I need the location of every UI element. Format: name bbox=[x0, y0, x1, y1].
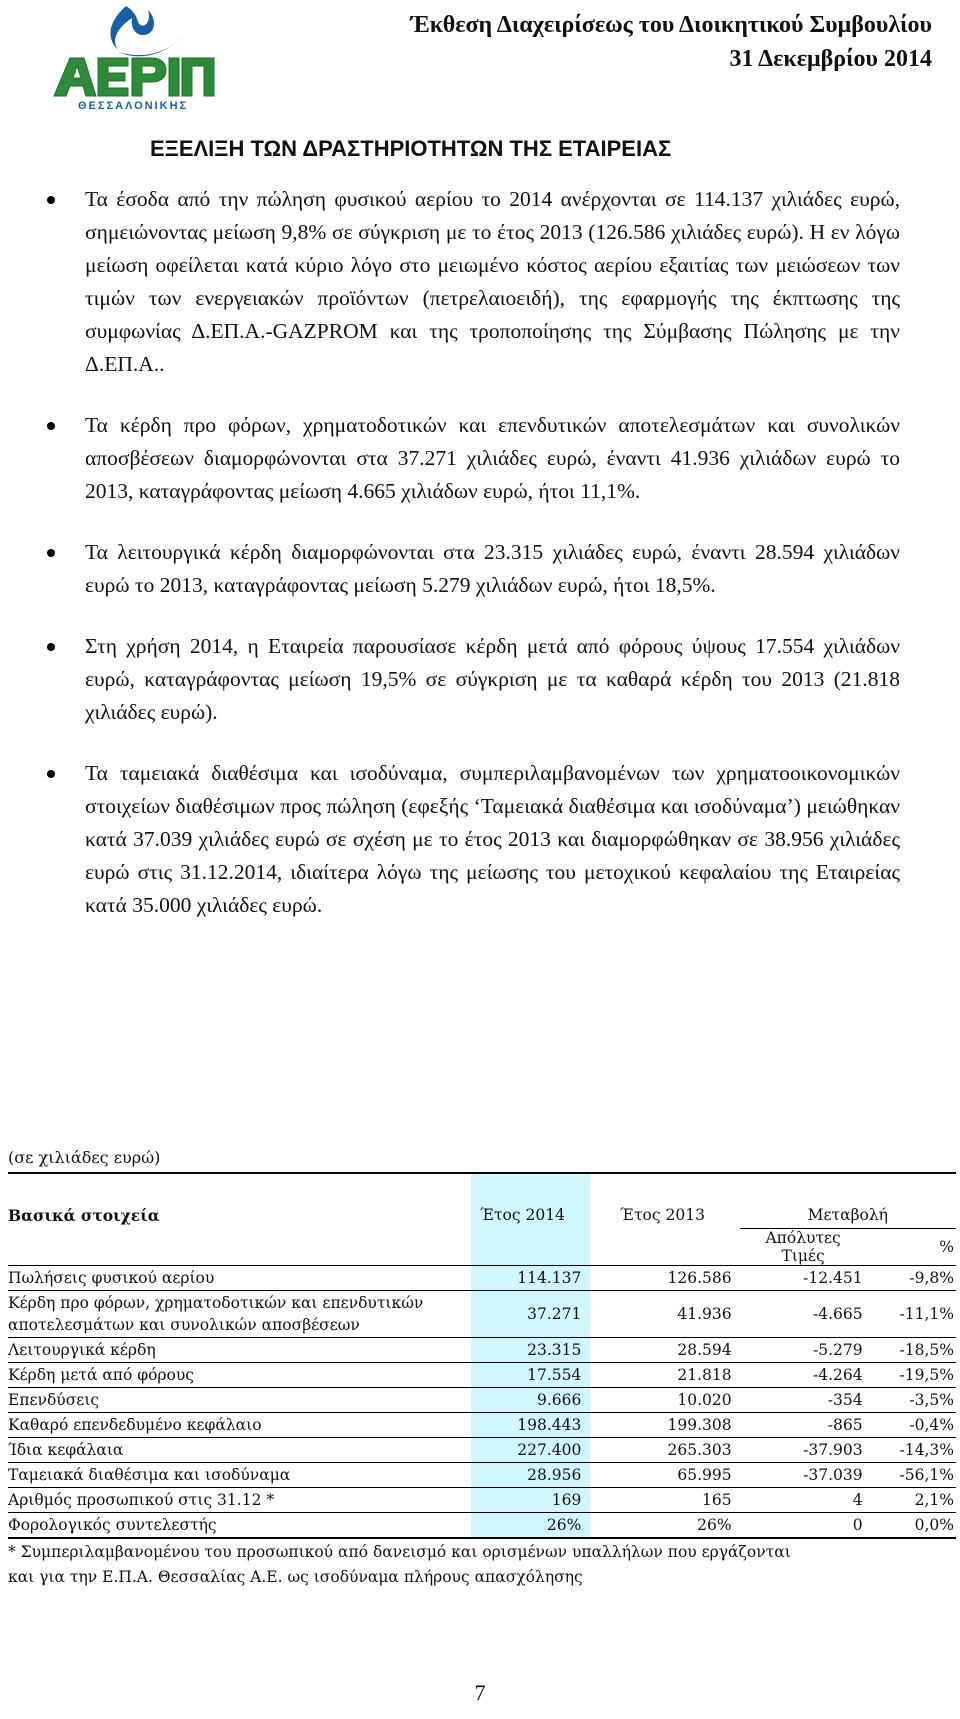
cell-pct: 0,0% bbox=[869, 1513, 956, 1539]
table-row bbox=[8, 1513, 956, 1539]
row-label: Λειτουργικά κέρδη bbox=[8, 1338, 460, 1363]
section-title: ΕΞΕΛΙΞΗ ΤΩΝ ΔΡΑΣΤΗΡΙΟΤΗΤΩΝ ΤΗΣ ΕΤΑΙΡΕΙΑΣ bbox=[150, 136, 672, 161]
table-row bbox=[8, 1488, 956, 1513]
cell-2013: 165 bbox=[589, 1488, 739, 1513]
table-top-rule bbox=[8, 1172, 956, 1174]
cell-2014: 26% bbox=[460, 1513, 590, 1539]
bullet-icon bbox=[47, 770, 55, 778]
header-absolute: Απόλυτες Τιμές bbox=[765, 1229, 841, 1265]
cell-abs: 4 bbox=[740, 1488, 869, 1513]
cell-abs: -354 bbox=[740, 1388, 869, 1413]
table-row bbox=[8, 1463, 956, 1488]
cell-pct: -11,1% bbox=[869, 1291, 956, 1338]
cell-2014: 9.666 bbox=[460, 1388, 590, 1413]
cell-abs: -4.665 bbox=[740, 1291, 869, 1338]
row-label: Επενδύσεις bbox=[8, 1388, 460, 1413]
company-logo bbox=[48, 4, 220, 116]
cell-2013: 41.936 bbox=[589, 1291, 739, 1338]
header-percent: % bbox=[939, 1238, 954, 1256]
header-year-2014: Έτος 2014 bbox=[480, 1206, 565, 1225]
cell-2013: 21.818 bbox=[589, 1363, 739, 1388]
cell-2013: 126.586 bbox=[589, 1266, 739, 1291]
row-label: Κέρδη προ φόρων, χρηματοδοτικών και επενδυτικών αποτελεσμάτων και συνολικών αποσβέσεων bbox=[8, 1291, 460, 1338]
bullet-icon bbox=[47, 643, 55, 651]
table-row bbox=[8, 1388, 956, 1413]
cell-2013: 65.995 bbox=[589, 1463, 739, 1488]
bullet-list bbox=[45, 183, 900, 950]
cell-pct: -19,5% bbox=[869, 1363, 956, 1388]
cell-2013: 199.308 bbox=[589, 1413, 739, 1438]
cell-abs: 0 bbox=[740, 1513, 869, 1539]
cell-pct: -18,5% bbox=[869, 1338, 956, 1363]
table-row bbox=[8, 1363, 956, 1388]
cell-2013: 265.303 bbox=[589, 1438, 739, 1463]
cell-2013: 28.594 bbox=[589, 1338, 739, 1363]
bullet-icon bbox=[47, 196, 55, 204]
table-row bbox=[8, 1413, 956, 1438]
row-label: Ταμειακά διαθέσιμα και ισοδύναμα bbox=[8, 1463, 460, 1488]
cell-abs: -4.264 bbox=[740, 1363, 869, 1388]
cell-2014: 28.956 bbox=[460, 1463, 590, 1488]
row-label: Φορολογικός συντελεστής bbox=[8, 1513, 460, 1539]
header-label: Βασικά στοιχεία bbox=[8, 1205, 160, 1225]
table-footnote bbox=[8, 1540, 791, 1590]
report-date: 31 Δεκεμβρίου 2014 bbox=[729, 46, 932, 72]
footnote-line: * Συμπεριλαμβανομένου του προσωπικού από δανεισμό και ορισμένων υπαλλήλων που εργάζονται bbox=[8, 1543, 791, 1561]
table-header-row bbox=[8, 1202, 956, 1229]
bullet-item bbox=[45, 757, 900, 922]
header-change: Μεταβολή bbox=[740, 1202, 956, 1229]
unit-note: (σε χιλιάδες ευρώ) bbox=[8, 1148, 161, 1167]
logo-subtitle: ΘΕΣΣΑΛΟΝΙΚΗΣ bbox=[78, 100, 189, 112]
bullet-text: Τα κέρδη προ φόρων, χρηματοδοτικών και επενδυτικών αποτελεσμάτων και συνολικών αποσβέσεων διαμορφώνονται στα 37.271 χιλιάδες ευρώ, έναντι 41.936 χιλιάδων ευρώ το 2013, καταγράφοντας μείωση 4.665 χιλιάδων ευρώ, ήτοι 11,1%. bbox=[85, 413, 900, 503]
cell-pct: -9,8% bbox=[869, 1266, 956, 1291]
cell-2014: 169 bbox=[460, 1488, 590, 1513]
table-row bbox=[8, 1438, 956, 1463]
cell-pct: -14,3% bbox=[869, 1438, 956, 1463]
bullet-text: Τα ταμειακά διαθέσιμα και ισοδύναμα, συμπεριλαμβανομένων των χρηματοοικονομικών στοιχείων διαθέσιμων προς πώληση (εφεξής ‘Ταμειακά διαθέσιμα και ισοδύναμα’) μειώθηκαν κατά 37.039 χιλιάδες ευρώ σε σχέση με το έτος 2013 και διαμορφώθηκαν σε 38.956 χιλιάδες ευρώ στις 31.12.2014, ιδιαίτερα λόγω της μείωσης του μετοχικού κεφαλαίου της Εταιρείας κατά 35.000 χιλιάδες ευρώ. bbox=[85, 761, 900, 917]
cell-abs: -12.451 bbox=[740, 1266, 869, 1291]
row-label: Πωλήσεις φυσικού αερίου bbox=[8, 1266, 460, 1291]
cell-pct: 2,1% bbox=[869, 1488, 956, 1513]
table-subheader-row bbox=[8, 1229, 956, 1266]
cell-abs: -5.279 bbox=[740, 1338, 869, 1363]
bullet-item bbox=[45, 409, 900, 508]
page-number: 7 bbox=[474, 1680, 486, 1705]
cell-2013: 10.020 bbox=[589, 1388, 739, 1413]
table-row bbox=[8, 1338, 956, 1363]
footnote-line: και για την Ε.Π.Α. Θεσσαλίας Α.Ε. ως ισοδύναμα πλήρους απασχόλησης bbox=[8, 1568, 583, 1586]
bullet-item bbox=[45, 630, 900, 729]
report-title: Έκθεση Διαχειρίσεως του Διοικητικού Συμβουλίου bbox=[410, 12, 932, 38]
report-header bbox=[411, 8, 932, 76]
table-row bbox=[8, 1291, 956, 1338]
cell-pct: -56,1% bbox=[869, 1463, 956, 1488]
row-label: Καθαρό επενδεδυμένο κεφάλαιο bbox=[8, 1413, 460, 1438]
bullet-item bbox=[45, 536, 900, 602]
cell-2014: 198.443 bbox=[460, 1413, 590, 1438]
cell-2013: 26% bbox=[589, 1513, 739, 1539]
row-label: Κέρδη μετά από φόρους bbox=[8, 1363, 460, 1388]
bullet-text: Τα έσοδα από την πώληση φυσικού αερίου το 2014 ανέρχονται σε 114.137 χιλιάδες ευρώ, σημειώνοντας μείωση 9,8% σε σύγκριση με το έτος 2013 (126.586 χιλιάδες ευρώ). Η εν λόγω μείωση οφείλεται κατά κύριο λόγο στο μειωμένο κόστος αερίου εξαιτίας των μειώσεων των τιμών των ενεργειακών προϊόντων (πετρελαιοειδή), της εφαρμογής της έκπτωσης της συμφωνίας Δ.ΕΠ.Α.-GAZPROM και της τροποποίησης της Σύμβασης Πώλησης με την Δ.ΕΠ.Α.. bbox=[85, 187, 900, 376]
bullet-text: Τα λειτουργικά κέρδη διαμορφώνονται στα 23.315 χιλιάδες ευρώ, έναντι 28.594 χιλιάδων ευρώ το 2013, καταγράφοντας μείωση 5.279 χιλιάδων ευρώ, ήτοι 18,5%. bbox=[85, 540, 900, 597]
cell-2014: 114.137 bbox=[460, 1266, 590, 1291]
cell-pct: -3,5% bbox=[869, 1388, 956, 1413]
cell-pct: -0,4% bbox=[869, 1413, 956, 1438]
bullet-item bbox=[45, 183, 900, 381]
cell-2014: 17.554 bbox=[460, 1363, 590, 1388]
row-label: Ίδια κεφάλαια bbox=[8, 1438, 460, 1463]
cell-abs: -865 bbox=[740, 1413, 869, 1438]
cell-abs: -37.039 bbox=[740, 1463, 869, 1488]
cell-2014: 227.400 bbox=[460, 1438, 590, 1463]
bullet-icon bbox=[47, 422, 55, 430]
cell-2014: 23.315 bbox=[460, 1338, 590, 1363]
cell-abs: -37.903 bbox=[740, 1438, 869, 1463]
bullet-icon bbox=[47, 549, 55, 557]
cell-2014: 37.271 bbox=[460, 1291, 590, 1338]
header-year-2013: Έτος 2013 bbox=[620, 1206, 705, 1225]
row-label: Αριθμός προσωπικού στις 31.12 * bbox=[8, 1488, 460, 1513]
table-row bbox=[8, 1266, 956, 1291]
bullet-text: Στη χρήση 2014, η Εταιρεία παρουσίασε κέρδη μετά από φόρους ύψους 17.554 χιλιάδων ευρώ, καταγράφοντας μείωση 19,5% σε σύγκριση με τα καθαρά κέρδη του 2013 (21.818 χιλιάδες ευρώ). bbox=[85, 634, 900, 724]
